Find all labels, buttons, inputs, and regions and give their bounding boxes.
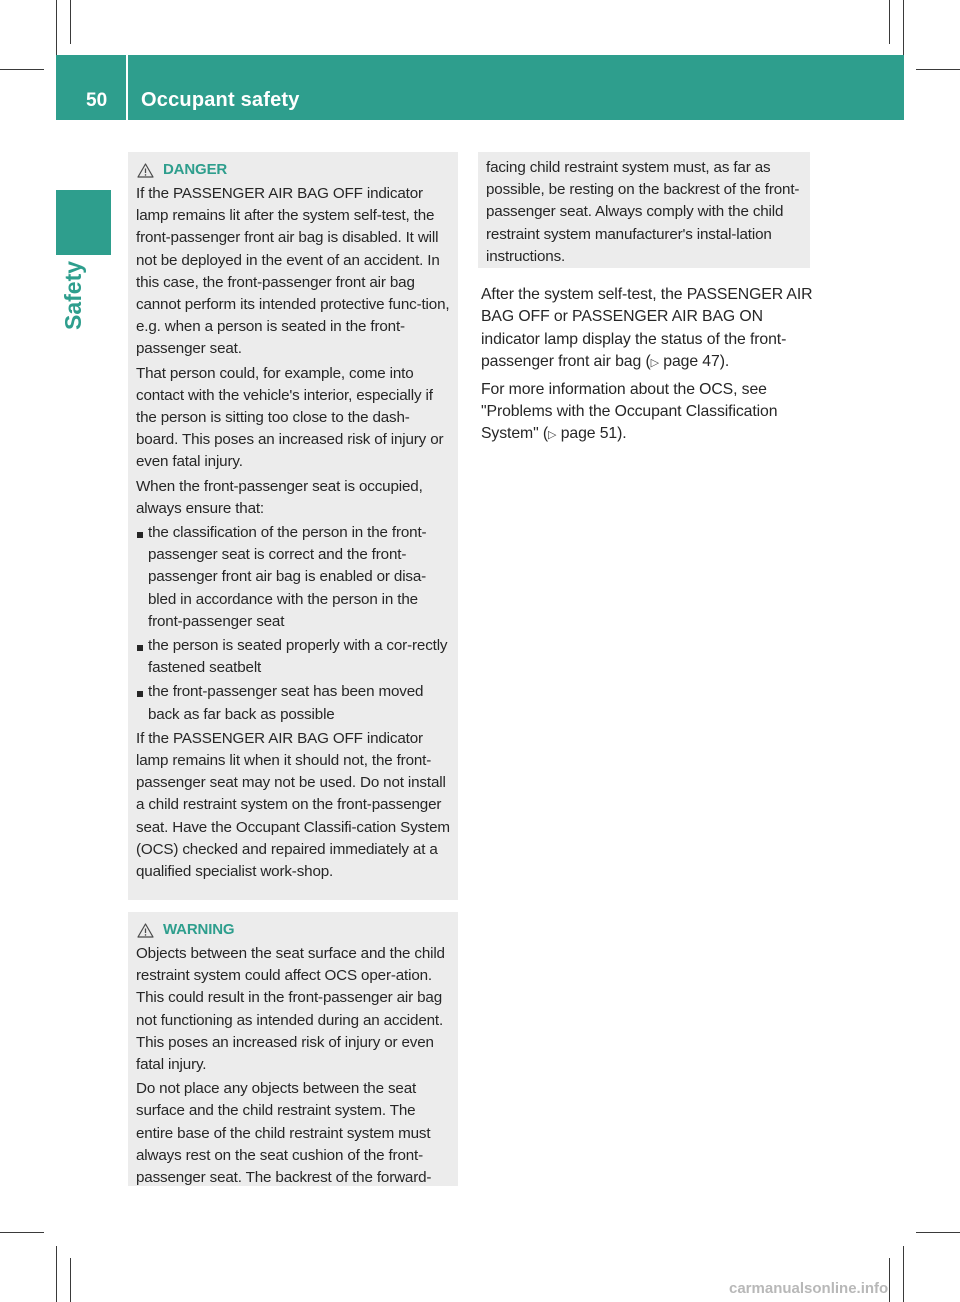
page-reference-link[interactable]: page 47 bbox=[663, 353, 720, 371]
side-tab-marker bbox=[56, 190, 111, 255]
watermark: carmanualsonline.info bbox=[729, 1280, 889, 1297]
crop-mark bbox=[889, 1258, 890, 1302]
crop-mark bbox=[916, 69, 960, 70]
crop-mark bbox=[889, 0, 890, 44]
page-reference-icon: ▷ bbox=[650, 357, 659, 370]
crop-mark bbox=[56, 1246, 57, 1302]
list-item-text: the classification of the person in the front-passenger seat is correct and the front-passenger front air bag is enabled or disa-bled in accordance with the person in the front-passenger seat bbox=[148, 524, 427, 630]
warning-triangle-icon bbox=[137, 163, 154, 178]
list-item-text: the person is seated properly with a cor-rectly fastened seatbelt bbox=[148, 637, 448, 677]
danger-heading bbox=[136, 159, 450, 181]
header-divider bbox=[126, 55, 128, 120]
danger-bullet-list bbox=[136, 522, 450, 726]
warning-paragraph: Objects between the seat surface and the child restraint system could affect OCS oper-ation. This could result in the front-passenger air bag not functioning as intended during an accident. This poses an increased risk of injury or even fatal injury. bbox=[136, 945, 445, 1074]
bullet-icon bbox=[137, 691, 143, 697]
bullet-icon bbox=[137, 645, 143, 651]
body-text-span: ). bbox=[719, 353, 730, 371]
warning-continuation-box bbox=[478, 152, 810, 268]
warning-paragraph: Do not place any objects between the seat surface and the child restraint system. The entire base of the child restraint system must always rest on the seat cushion of the front-passenger seat. The backrest of the forward- bbox=[136, 1080, 432, 1187]
body-text-span: ). bbox=[617, 425, 627, 443]
crop-mark bbox=[56, 0, 57, 56]
crop-mark bbox=[916, 1232, 960, 1233]
danger-paragraph: If the PASSENGER AIR BAG OFF indicator lamp remains lit when it should not, the front-passenger seat may not be used. Do not install a child restraint system on the front-passenger seat. Have the Occupant Classifi-cation System (OCS) checked and repaired immediately at a qualified specialist work-shop. bbox=[136, 729, 450, 881]
crop-mark bbox=[0, 1232, 44, 1233]
body-text bbox=[481, 284, 813, 451]
page-reference-icon: ▷ bbox=[548, 429, 557, 442]
side-tab-label: Safety bbox=[60, 260, 86, 330]
list-item-text: the front-passenger seat has been moved back as far back as possible bbox=[148, 683, 424, 723]
list-item bbox=[136, 635, 450, 679]
body-paragraph bbox=[481, 284, 813, 375]
crop-mark bbox=[903, 0, 904, 56]
list-item bbox=[136, 522, 450, 633]
danger-paragraph: When the front-passenger seat is occupied, always ensure that: bbox=[136, 477, 423, 517]
warning-paragraph: facing child restraint system must, as far as possible, be resting on the backrest of the front-passenger seat. Always comply with the child restraint system manufacturer's instal-lation instructions. bbox=[486, 159, 800, 265]
body-text-span: After the system self-test, the PASSENGER AIR BAG OFF or PASSENGER AIR BAG ON indicator lamp display the status of the front-passenger front air bag ( bbox=[481, 286, 813, 371]
list-item bbox=[136, 681, 450, 725]
bullet-icon bbox=[137, 532, 143, 538]
crop-mark bbox=[70, 0, 71, 44]
danger-paragraph: That person could, for example, come into contact with the vehicle's interior, especially if the person is sitting too close to the dash-board. This poses an increased risk of injury or even fatal injury. bbox=[136, 364, 444, 471]
danger-box bbox=[128, 152, 458, 900]
danger-paragraph: If the PASSENGER AIR BAG OFF indicator lamp remains lit after the system self-test, the front-passenger front air bag is disabled. It will not be deployed in the event of an accident. In this case, the front-passenger front air bag cannot perform its intended protective func-tion, e.g. when a person is seated in the front-passenger seat. bbox=[136, 185, 450, 358]
body-text-span: For more information about the OCS, see "Problems with the Occupant Classification System" ( bbox=[481, 380, 778, 443]
section-title: Occupant safety bbox=[141, 89, 300, 111]
crop-mark bbox=[70, 1258, 71, 1302]
page-number: 50 bbox=[86, 90, 108, 111]
warning-box bbox=[128, 912, 458, 1186]
warning-triangle-icon bbox=[137, 923, 154, 938]
crop-mark bbox=[0, 69, 44, 70]
body-paragraph bbox=[481, 379, 813, 447]
danger-title: DANGER bbox=[163, 160, 228, 178]
warning-title: WARNING bbox=[163, 920, 235, 938]
warning-heading bbox=[136, 919, 450, 941]
page-reference-link[interactable]: page 51 bbox=[560, 425, 618, 443]
crop-mark bbox=[903, 1246, 904, 1302]
